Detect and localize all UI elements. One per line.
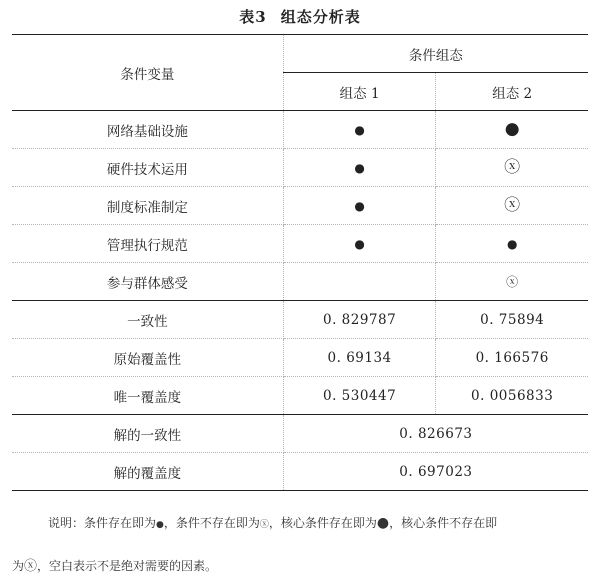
condition-c2 — [436, 187, 588, 225]
condition-row-hardware — [12, 149, 588, 187]
solution-value: 0. 697023 — [283, 453, 588, 491]
solution-row-coverage — [12, 453, 588, 491]
present-dot-icon: ● — [354, 198, 365, 213]
condition-row-institution — [12, 187, 588, 225]
present-dot-icon: ● — [354, 160, 365, 175]
header-config-2: 组态 2 — [436, 73, 588, 111]
condition-c2 — [436, 225, 588, 263]
condition-row-management — [12, 225, 588, 263]
legend-note-line-2 — [12, 555, 588, 574]
header-configuration: 条件组态 — [283, 35, 588, 73]
note-text: 为 — [12, 559, 25, 573]
header-variable: 条件变量 — [12, 35, 283, 111]
solution-value: 0. 826673 — [283, 415, 588, 453]
condition-row-network — [12, 111, 588, 149]
condition-row-participants — [12, 263, 588, 301]
present-dot-icon: ● — [354, 122, 365, 137]
condition-name: 参与群体感受 — [12, 263, 283, 301]
condition-c2 — [436, 149, 588, 187]
metric-name: 原始覆盖性 — [12, 339, 283, 377]
metric-c1: 0. 69134 — [283, 339, 436, 377]
absent-cross-icon: ⓧ — [259, 520, 269, 530]
core-present-dot-icon: ● — [504, 119, 520, 139]
note-text: ，核心条件存在即为 — [268, 516, 377, 530]
metric-name: 唯一覆盖度 — [12, 377, 283, 415]
table-caption: 组态分析表 — [280, 8, 361, 26]
condition-c1 — [283, 225, 436, 263]
table-title — [0, 6, 600, 27]
metric-row-raw-coverage — [12, 339, 588, 377]
note-text: ，核心条件不存在即 — [389, 516, 498, 530]
core-present-dot-icon: ● — [376, 515, 390, 531]
present-dot-icon: ● — [354, 236, 365, 251]
condition-c2 — [436, 263, 588, 301]
condition-c1 — [283, 187, 436, 225]
metric-row-unique-coverage — [12, 377, 588, 415]
condition-c1 — [283, 149, 436, 187]
core-absent-cross-icon: ⓧ — [504, 157, 521, 176]
solution-row-consistency — [12, 415, 588, 453]
condition-name: 网络基础设施 — [12, 111, 283, 149]
present-dot-icon: ● — [156, 520, 164, 530]
condition-c1 — [283, 111, 436, 149]
metric-name: 一致性 — [12, 301, 283, 339]
core-absent-cross-icon: ⓧ — [504, 195, 521, 214]
note-text: ，条件不存在即为 — [163, 516, 260, 530]
note-text: ，空白表示不是绝对需要的因素。 — [37, 559, 218, 573]
table-number: 表3 — [239, 8, 267, 26]
metric-c2: 0. 75894 — [436, 301, 588, 339]
solution-name: 解的覆盖度 — [12, 453, 283, 491]
configuration-table — [12, 34, 588, 491]
core-absent-cross-icon: ⓧ — [24, 559, 38, 574]
absent-cross-icon: ⓧ — [506, 274, 519, 289]
header-row-1 — [12, 35, 588, 73]
present-dot-icon: ● — [506, 236, 518, 251]
note-text: 说明：条件存在即为 — [48, 516, 157, 530]
condition-name: 硬件技术运用 — [12, 149, 283, 187]
condition-name: 管理执行规范 — [12, 225, 283, 263]
solution-name: 解的一致性 — [12, 415, 283, 453]
metric-c2: 0. 0056833 — [436, 377, 588, 415]
legend-note-line-1 — [48, 514, 588, 531]
header-config-1: 组态 1 — [283, 73, 436, 111]
metric-c1: 0. 530447 — [283, 377, 436, 415]
condition-c2 — [436, 111, 588, 149]
condition-name: 制度标准制定 — [12, 187, 283, 225]
condition-c1 — [283, 263, 436, 301]
metric-c1: 0. 829787 — [283, 301, 436, 339]
metric-row-consistency — [12, 301, 588, 339]
metric-c2: 0. 166576 — [436, 339, 588, 377]
